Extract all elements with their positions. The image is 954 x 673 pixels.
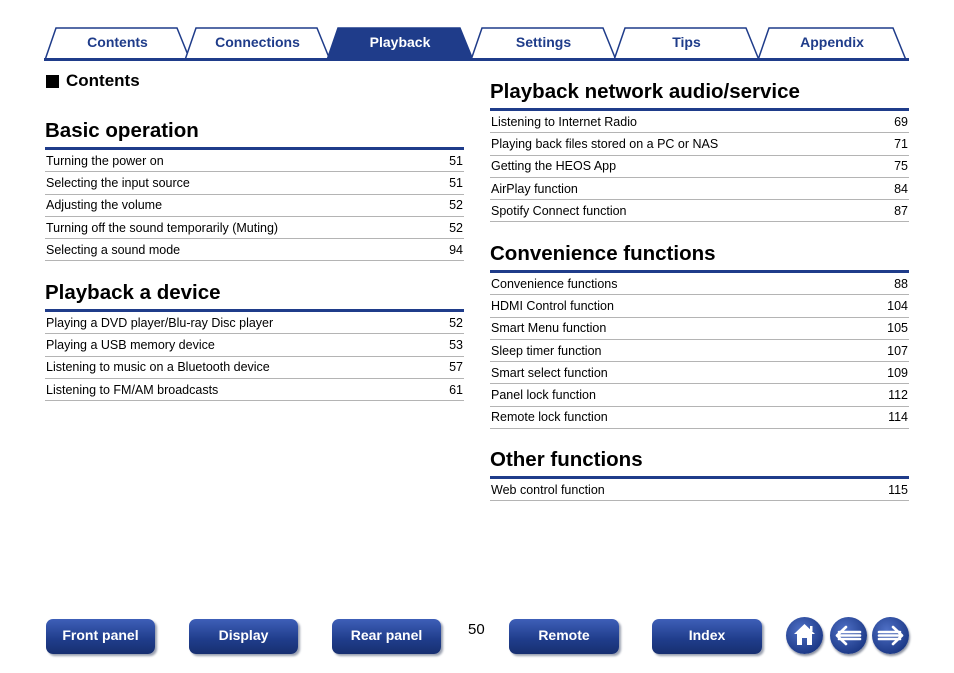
- toc-row-label: Listening to FM/AM broadcasts: [46, 382, 219, 397]
- toc-row[interactable]: [490, 111, 909, 133]
- toc-row[interactable]: [490, 318, 909, 340]
- toc-row-page: 109: [887, 365, 908, 380]
- toc-row-label: Selecting a sound mode: [46, 242, 181, 257]
- toc-row[interactable]: [45, 357, 464, 379]
- toc-row[interactable]: [45, 334, 464, 356]
- tab-tips[interactable]: [613, 27, 760, 60]
- tab-label: Connections: [215, 34, 300, 50]
- toc-row-page: 51: [449, 175, 463, 190]
- contents-heading-label: Contents: [66, 71, 140, 90]
- toc-row[interactable]: [45, 217, 464, 239]
- toc-row[interactable]: [490, 295, 909, 317]
- toc-row[interactable]: [490, 156, 909, 178]
- toc-row-page: 88: [894, 276, 908, 291]
- remote-label: Remote: [538, 627, 590, 643]
- toc-row-label: Smart select function: [491, 365, 608, 380]
- tab-appendix[interactable]: [757, 27, 907, 60]
- toc-list: [45, 312, 464, 401]
- toc-row[interactable]: [490, 200, 909, 222]
- toc-row[interactable]: [45, 312, 464, 334]
- toc-row-label: Adjusting the volume: [46, 198, 163, 213]
- toc-row-label: Selecting the input source: [46, 175, 190, 190]
- toc-row-label: Listening to music on a Bluetooth device: [46, 360, 270, 375]
- tab-contents[interactable]: [44, 27, 191, 60]
- section-title: Other functions: [490, 448, 643, 471]
- index-label: Index: [688, 627, 726, 643]
- display-label: Display: [218, 627, 269, 643]
- remote-button[interactable]: [509, 619, 619, 654]
- toc-row-label: Turning the power on: [46, 153, 164, 168]
- toc-row-label: AirPlay function: [491, 181, 578, 196]
- toc-row-label: Playing back files stored on a PC or NAS: [491, 136, 719, 151]
- toc-row[interactable]: [490, 362, 909, 384]
- tab-playback[interactable]: [326, 27, 474, 60]
- toc-row-page: 84: [894, 181, 908, 196]
- toc-list: [490, 273, 909, 429]
- toc-row[interactable]: [45, 379, 464, 401]
- toc-row-page: 51: [449, 153, 463, 168]
- section-playback-network: [490, 79, 909, 222]
- toc-row-page: 57: [449, 360, 463, 375]
- toc-row-label: Smart Menu function: [491, 321, 607, 336]
- tab-label: Playback: [369, 34, 431, 50]
- toc-row-page: 104: [887, 298, 908, 313]
- section-title: Playback a device: [45, 281, 221, 304]
- section-title: Playback network audio/service: [490, 80, 800, 103]
- display-button[interactable]: [189, 619, 298, 654]
- toc-row-page: 52: [449, 220, 463, 235]
- toc-row-page: 112: [888, 388, 908, 403]
- toc-row-page: 115: [888, 482, 908, 497]
- rear-panel-label: Rear panel: [350, 627, 423, 643]
- toc-row-label: Remote lock function: [491, 410, 608, 425]
- toc-list: [490, 111, 909, 222]
- toc-row-page: 71: [894, 136, 908, 151]
- contents-heading: [46, 71, 140, 91]
- arrow-left-icon: [830, 617, 867, 654]
- toc-row-page: 87: [894, 203, 908, 218]
- front-panel-button[interactable]: [46, 619, 155, 654]
- toc-row-page: 52: [449, 315, 463, 330]
- toc-row-label: HDMI Control function: [491, 298, 614, 313]
- toc-row-page: 52: [449, 198, 463, 213]
- tab-label: Tips: [672, 34, 701, 50]
- toc-row-label: Web control function: [491, 482, 605, 497]
- toc-row-label: Panel lock function: [491, 388, 596, 403]
- tab-label: Contents: [87, 34, 148, 50]
- section-basic-operation: [45, 118, 464, 261]
- section-other-functions: [490, 447, 909, 501]
- index-button[interactable]: [652, 619, 762, 654]
- section-playback-device: [45, 280, 464, 401]
- toc-row[interactable]: [490, 273, 909, 295]
- toc-row[interactable]: [45, 172, 464, 194]
- tab-label: Appendix: [800, 34, 864, 50]
- section-title: Basic operation: [45, 119, 199, 142]
- toc-row[interactable]: [45, 195, 464, 217]
- front-panel-label: Front panel: [62, 627, 139, 643]
- toc-row[interactable]: [490, 479, 909, 501]
- tab-bar: [0, 0, 954, 62]
- toc-row-label: Playing a USB memory device: [46, 337, 215, 352]
- toc-row-page: 105: [887, 321, 908, 336]
- forward-button[interactable]: [872, 617, 909, 654]
- tab-underline: [44, 58, 909, 61]
- toc-row-page: 69: [894, 114, 908, 129]
- home-button[interactable]: [786, 617, 823, 654]
- back-button[interactable]: [830, 617, 867, 654]
- toc-row[interactable]: [490, 407, 909, 429]
- toc-row-page: 114: [888, 410, 908, 425]
- toc-list: [490, 479, 909, 501]
- toc-row-label: Getting the HEOS App: [491, 159, 617, 174]
- home-icon: [786, 617, 823, 654]
- tab-connections[interactable]: [184, 27, 331, 60]
- toc-row-page: 94: [449, 242, 463, 257]
- toc-row-label: Sleep timer function: [491, 343, 602, 358]
- square-bullet-icon: [46, 75, 59, 88]
- toc-row-label: Playing a DVD player/Blu-ray Disc player: [46, 315, 274, 330]
- toc-row-page: 107: [887, 343, 908, 358]
- toc-row-label: Listening to Internet Radio: [491, 114, 637, 129]
- tab-settings[interactable]: [470, 27, 617, 60]
- toc-row[interactable]: [45, 150, 464, 172]
- toc-row[interactable]: [490, 133, 909, 155]
- toc-row[interactable]: [490, 384, 909, 406]
- toc-list: [45, 150, 464, 261]
- section-convenience-functions: [490, 241, 909, 429]
- arrow-right-icon: [872, 617, 909, 654]
- toc-row-label: Spotify Connect function: [491, 203, 627, 218]
- toc-row[interactable]: [45, 239, 464, 261]
- tab-label: Settings: [515, 34, 572, 50]
- toc-row-page: 61: [449, 382, 463, 397]
- toc-row-label: Convenience functions: [491, 276, 618, 291]
- rear-panel-button[interactable]: [332, 619, 441, 654]
- toc-row-page: 75: [894, 159, 908, 174]
- toc-row[interactable]: [490, 178, 909, 200]
- toc-row[interactable]: [490, 340, 909, 362]
- toc-row-page: 53: [449, 337, 463, 352]
- page-number: 50: [468, 621, 485, 638]
- section-title: Convenience functions: [490, 242, 716, 265]
- toc-row-label: Turning off the sound temporarily (Muting): [46, 220, 279, 235]
